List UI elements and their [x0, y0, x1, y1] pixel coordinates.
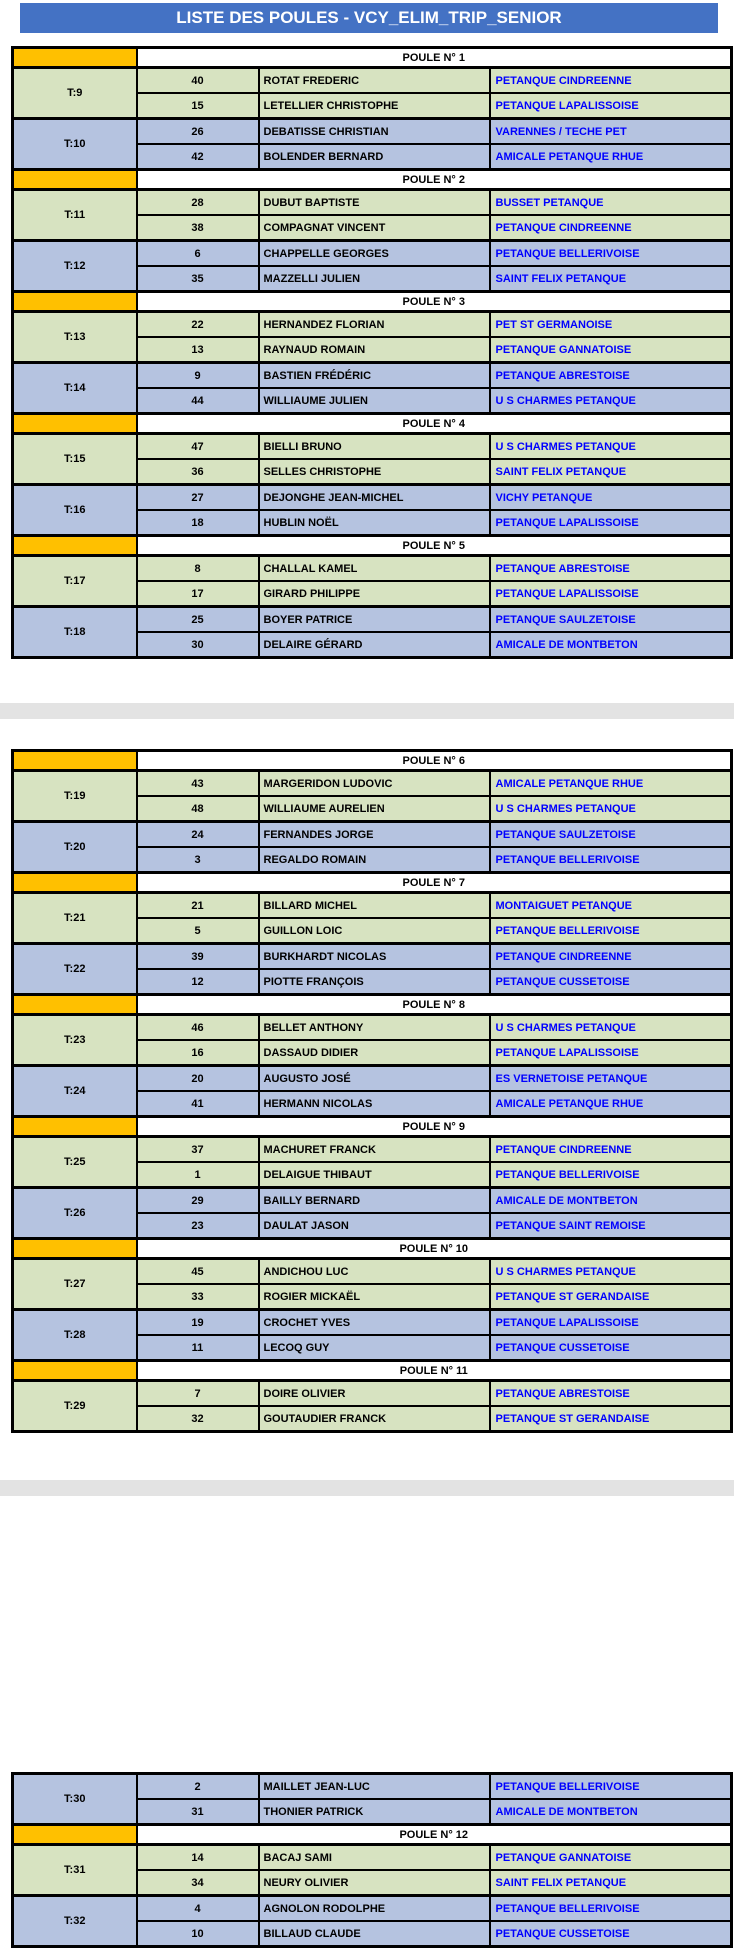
player-number: 42 — [137, 144, 259, 170]
player-number: 4 — [137, 1896, 259, 1922]
team-label: T:25 — [13, 1137, 137, 1188]
player-number: 12 — [137, 969, 259, 995]
team-label: T:11 — [13, 190, 137, 241]
player-row — [13, 363, 732, 389]
player-number: 7 — [137, 1381, 259, 1407]
player-club: PETANQUE CUSSETOISE — [490, 1335, 732, 1361]
player-name: CROCHET YVES — [259, 1310, 490, 1336]
pool-header-orange-cell — [13, 414, 137, 434]
page-break-bar-2 — [0, 1480, 734, 1496]
pool-header-row — [13, 873, 732, 893]
player-number: 40 — [137, 68, 259, 94]
player-name: MARGERIDON LUDOVIC — [259, 771, 490, 797]
player-name: BACAJ SAMI — [259, 1845, 490, 1871]
player-row — [13, 1259, 732, 1285]
player-number: 24 — [137, 822, 259, 848]
player-club: U S CHARMES PETANQUE — [490, 1259, 732, 1285]
player-name: PIOTTE FRANÇOIS — [259, 969, 490, 995]
team-label: T:21 — [13, 893, 137, 944]
player-name: CHAPPELLE GEORGES — [259, 241, 490, 267]
player-name: WILLIAUME JULIEN — [259, 388, 490, 414]
pool-label: POULE N° 9 — [137, 1117, 732, 1137]
player-row — [13, 1381, 732, 1407]
player-name: BILLARD MICHEL — [259, 893, 490, 919]
team-label: T:32 — [13, 1896, 137, 1947]
player-club: PETANQUE ST GERANDAISE — [490, 1284, 732, 1310]
player-number: 11 — [137, 1335, 259, 1361]
player-number: 28 — [137, 190, 259, 216]
player-number: 30 — [137, 632, 259, 658]
player-name: DELAIRE GÉRARD — [259, 632, 490, 658]
player-club: U S CHARMES PETANQUE — [490, 1015, 732, 1041]
player-club: AMICALE PETANQUE RHUE — [490, 771, 732, 797]
player-row — [13, 1845, 732, 1871]
player-name: GOUTAUDIER FRANCK — [259, 1406, 490, 1432]
pool-label: POULE N° 1 — [137, 48, 732, 68]
player-number: 38 — [137, 215, 259, 241]
pool-label: POULE N° 3 — [137, 292, 732, 312]
player-row — [13, 312, 732, 338]
pool-header-orange-cell — [13, 751, 137, 771]
player-number: 22 — [137, 312, 259, 338]
player-name: BAILLY BERNARD — [259, 1188, 490, 1214]
player-name: HERNANDEZ FLORIAN — [259, 312, 490, 338]
player-number: 10 — [137, 1921, 259, 1947]
player-number: 18 — [137, 510, 259, 536]
player-name: NEURY OLIVIER — [259, 1870, 490, 1896]
player-number: 5 — [137, 918, 259, 944]
player-row — [13, 1188, 732, 1214]
player-row — [13, 68, 732, 94]
player-row — [13, 822, 732, 848]
player-club: MONTAIGUET PETANQUE — [490, 893, 732, 919]
pool-label: POULE N° 11 — [137, 1361, 732, 1381]
player-name: ROGIER MICKAËL — [259, 1284, 490, 1310]
pool-header-orange-cell — [13, 170, 137, 190]
player-row — [13, 1015, 732, 1041]
team-label: T:14 — [13, 363, 137, 414]
player-row — [13, 771, 732, 797]
player-club: AMICALE DE MONTBETON — [490, 632, 732, 658]
team-label: T:24 — [13, 1066, 137, 1117]
player-row — [13, 119, 732, 145]
team-label: T:19 — [13, 771, 137, 822]
player-number: 39 — [137, 944, 259, 970]
player-club: PETANQUE BELLERIVOISE — [490, 241, 732, 267]
team-label: T:28 — [13, 1310, 137, 1361]
player-number: 34 — [137, 1870, 259, 1896]
team-label: T:22 — [13, 944, 137, 995]
page-break-bar-1 — [0, 703, 734, 719]
player-club: PETANQUE CUSSETOISE — [490, 969, 732, 995]
player-number: 27 — [137, 485, 259, 511]
player-number: 44 — [137, 388, 259, 414]
player-club: AMICALE PETANQUE RHUE — [490, 1091, 732, 1117]
player-number: 43 — [137, 771, 259, 797]
player-club: PETANQUE GANNATOISE — [490, 337, 732, 363]
player-name: AGNOLON RODOLPHE — [259, 1896, 490, 1922]
player-club: PETANQUE CINDREENNE — [490, 215, 732, 241]
player-club: PETANQUE CINDREENNE — [490, 944, 732, 970]
pool-header-row — [13, 292, 732, 312]
pool-header-orange-cell — [13, 873, 137, 893]
player-name: BOYER PATRICE — [259, 607, 490, 633]
player-name: BIELLI BRUNO — [259, 434, 490, 460]
team-label: T:12 — [13, 241, 137, 292]
player-row — [13, 1066, 732, 1092]
player-name: BURKHARDT NICOLAS — [259, 944, 490, 970]
player-club: PETANQUE LAPALISSOISE — [490, 510, 732, 536]
pool-header-row — [13, 1825, 732, 1845]
player-row — [13, 434, 732, 460]
player-row — [13, 1774, 732, 1800]
team-label: T:31 — [13, 1845, 137, 1896]
player-club: PETANQUE BELLERIVOISE — [490, 1774, 732, 1800]
team-label: T:23 — [13, 1015, 137, 1066]
pool-header-row — [13, 1239, 732, 1259]
pool-header-orange-cell — [13, 995, 137, 1015]
pool-label: POULE N° 6 — [137, 751, 732, 771]
pool-header-orange-cell — [13, 536, 137, 556]
player-name: BOLENDER BERNARD — [259, 144, 490, 170]
player-number: 47 — [137, 434, 259, 460]
pool-label: POULE N° 5 — [137, 536, 732, 556]
player-name: MACHURET FRANCK — [259, 1137, 490, 1163]
player-club: PETANQUE GANNATOISE — [490, 1845, 732, 1871]
player-number: 45 — [137, 1259, 259, 1285]
player-number: 48 — [137, 796, 259, 822]
pool-header-row — [13, 1117, 732, 1137]
player-number: 16 — [137, 1040, 259, 1066]
player-name: DAULAT JASON — [259, 1213, 490, 1239]
player-row — [13, 607, 732, 633]
player-row — [13, 485, 732, 511]
team-label: T:26 — [13, 1188, 137, 1239]
player-name: DASSAUD DIDIER — [259, 1040, 490, 1066]
player-club: PETANQUE LAPALISSOISE — [490, 1310, 732, 1336]
pool-header-row — [13, 48, 732, 68]
pool-label: POULE N° 8 — [137, 995, 732, 1015]
player-number: 31 — [137, 1799, 259, 1825]
player-club: SAINT FELIX PETANQUE — [490, 1870, 732, 1896]
team-label: T:30 — [13, 1774, 137, 1825]
player-row — [13, 944, 732, 970]
player-club: PETANQUE CUSSETOISE — [490, 1921, 732, 1947]
player-club: BUSSET PETANQUE — [490, 190, 732, 216]
player-name: ANDICHOU LUC — [259, 1259, 490, 1285]
player-name: MAZZELLI JULIEN — [259, 266, 490, 292]
player-name: BELLET ANTHONY — [259, 1015, 490, 1041]
player-club: PETANQUE LAPALISSOISE — [490, 93, 732, 119]
player-club: PETANQUE SAULZETOISE — [490, 607, 732, 633]
player-number: 35 — [137, 266, 259, 292]
player-club: SAINT FELIX PETANQUE — [490, 459, 732, 485]
player-name: REGALDO ROMAIN — [259, 847, 490, 873]
pool-header-orange-cell — [13, 1361, 137, 1381]
pool-header-orange-cell — [13, 1117, 137, 1137]
player-club: PET ST GERMANOISE — [490, 312, 732, 338]
player-name: LECOQ GUY — [259, 1335, 490, 1361]
player-number: 41 — [137, 1091, 259, 1117]
player-club: PETANQUE SAINT REMOISE — [490, 1213, 732, 1239]
player-club: VARENNES / TECHE PET — [490, 119, 732, 145]
player-club: U S CHARMES PETANQUE — [490, 796, 732, 822]
player-number: 6 — [137, 241, 259, 267]
player-name: BILLAUD CLAUDE — [259, 1921, 490, 1947]
player-number: 17 — [137, 581, 259, 607]
player-club: PETANQUE SAULZETOISE — [490, 822, 732, 848]
player-name: DEJONGHE JEAN-MICHEL — [259, 485, 490, 511]
player-club: PETANQUE LAPALISSOISE — [490, 581, 732, 607]
team-label: T:9 — [13, 68, 137, 119]
player-row — [13, 556, 732, 582]
player-club: AMICALE DE MONTBETON — [490, 1188, 732, 1214]
player-number: 37 — [137, 1137, 259, 1163]
team-label: T:10 — [13, 119, 137, 170]
player-number: 36 — [137, 459, 259, 485]
player-club: PETANQUE ABRESTOISE — [490, 1381, 732, 1407]
pool-header-row — [13, 536, 732, 556]
player-name: CHALLAL KAMEL — [259, 556, 490, 582]
player-number: 9 — [137, 363, 259, 389]
pool-label: POULE N° 10 — [137, 1239, 732, 1259]
player-row — [13, 1310, 732, 1336]
player-name: RAYNAUD ROMAIN — [259, 337, 490, 363]
player-number: 15 — [137, 93, 259, 119]
player-club: SAINT FELIX PETANQUE — [490, 266, 732, 292]
player-club: PETANQUE BELLERIVOISE — [490, 918, 732, 944]
pool-header-orange-cell — [13, 1825, 137, 1845]
player-club: PETANQUE CINDREENNE — [490, 1137, 732, 1163]
player-name: GUILLON LOIC — [259, 918, 490, 944]
pool-table-1 — [11, 46, 733, 659]
pool-label: POULE N° 12 — [137, 1825, 732, 1845]
pool-header-orange-cell — [13, 1239, 137, 1259]
player-club: PETANQUE BELLERIVOISE — [490, 847, 732, 873]
player-number: 21 — [137, 893, 259, 919]
team-label: T:27 — [13, 1259, 137, 1310]
team-label: T:18 — [13, 607, 137, 658]
player-name: COMPAGNAT VINCENT — [259, 215, 490, 241]
team-label: T:20 — [13, 822, 137, 873]
player-row — [13, 893, 732, 919]
player-number: 26 — [137, 119, 259, 145]
player-name: DUBUT BAPTISTE — [259, 190, 490, 216]
player-club: ES VERNETOISE PETANQUE — [490, 1066, 732, 1092]
player-row — [13, 190, 732, 216]
player-number: 13 — [137, 337, 259, 363]
pool-label: POULE N° 4 — [137, 414, 732, 434]
page-title: LISTE DES POULES - VCY_ELIM_TRIP_SENIOR — [20, 3, 718, 33]
pool-header-row — [13, 170, 732, 190]
player-name: LETELLIER CHRISTOPHE — [259, 93, 490, 119]
player-row — [13, 1137, 732, 1163]
pool-header-row — [13, 751, 732, 771]
player-club: PETANQUE BELLERIVOISE — [490, 1896, 732, 1922]
player-name: DOIRE OLIVIER — [259, 1381, 490, 1407]
player-name: ROTAT FREDERIC — [259, 68, 490, 94]
player-club: PETANQUE ABRESTOISE — [490, 363, 732, 389]
pool-header-row — [13, 414, 732, 434]
player-club: PETANQUE ABRESTOISE — [490, 556, 732, 582]
player-number: 1 — [137, 1162, 259, 1188]
team-label: T:15 — [13, 434, 137, 485]
player-name: DELAIGUE THIBAUT — [259, 1162, 490, 1188]
player-name: FERNANDES JORGE — [259, 822, 490, 848]
player-club: AMICALE DE MONTBETON — [490, 1799, 732, 1825]
player-row — [13, 1896, 732, 1922]
team-label: T:17 — [13, 556, 137, 607]
pool-table-3 — [11, 1772, 733, 1948]
player-number: 46 — [137, 1015, 259, 1041]
player-club: PETANQUE ST GERANDAISE — [490, 1406, 732, 1432]
player-name: THONIER PATRICK — [259, 1799, 490, 1825]
team-label: T:16 — [13, 485, 137, 536]
player-name: HERMANN NICOLAS — [259, 1091, 490, 1117]
player-number: 8 — [137, 556, 259, 582]
pool-header-row — [13, 1361, 732, 1381]
player-number: 25 — [137, 607, 259, 633]
player-number: 29 — [137, 1188, 259, 1214]
player-club: U S CHARMES PETANQUE — [490, 434, 732, 460]
player-name: AUGUSTO JOSÉ — [259, 1066, 490, 1092]
player-number: 33 — [137, 1284, 259, 1310]
player-number: 23 — [137, 1213, 259, 1239]
team-label: T:13 — [13, 312, 137, 363]
player-name: WILLIAUME AURELIEN — [259, 796, 490, 822]
team-label: T:29 — [13, 1381, 137, 1432]
player-number: 2 — [137, 1774, 259, 1800]
player-club: U S CHARMES PETANQUE — [490, 388, 732, 414]
player-name: HUBLIN NOËL — [259, 510, 490, 536]
player-row — [13, 241, 732, 267]
player-name: DEBATISSE CHRISTIAN — [259, 119, 490, 145]
player-number: 19 — [137, 1310, 259, 1336]
player-name: SELLES CHRISTOPHE — [259, 459, 490, 485]
player-number: 3 — [137, 847, 259, 873]
player-number: 20 — [137, 1066, 259, 1092]
player-name: BASTIEN FRÉDÉRIC — [259, 363, 490, 389]
player-club: PETANQUE CINDREENNE — [490, 68, 732, 94]
player-club: PETANQUE BELLERIVOISE — [490, 1162, 732, 1188]
pool-label: POULE N° 2 — [137, 170, 732, 190]
player-number: 32 — [137, 1406, 259, 1432]
pool-label: POULE N° 7 — [137, 873, 732, 893]
pool-header-row — [13, 995, 732, 1015]
player-club: VICHY PETANQUE — [490, 485, 732, 511]
player-name: GIRARD PHILIPPE — [259, 581, 490, 607]
pool-table-2 — [11, 749, 733, 1433]
pool-header-orange-cell — [13, 48, 137, 68]
player-club: AMICALE PETANQUE RHUE — [490, 144, 732, 170]
pool-header-orange-cell — [13, 292, 137, 312]
player-club: PETANQUE LAPALISSOISE — [490, 1040, 732, 1066]
player-number: 14 — [137, 1845, 259, 1871]
player-name: MAILLET JEAN-LUC — [259, 1774, 490, 1800]
